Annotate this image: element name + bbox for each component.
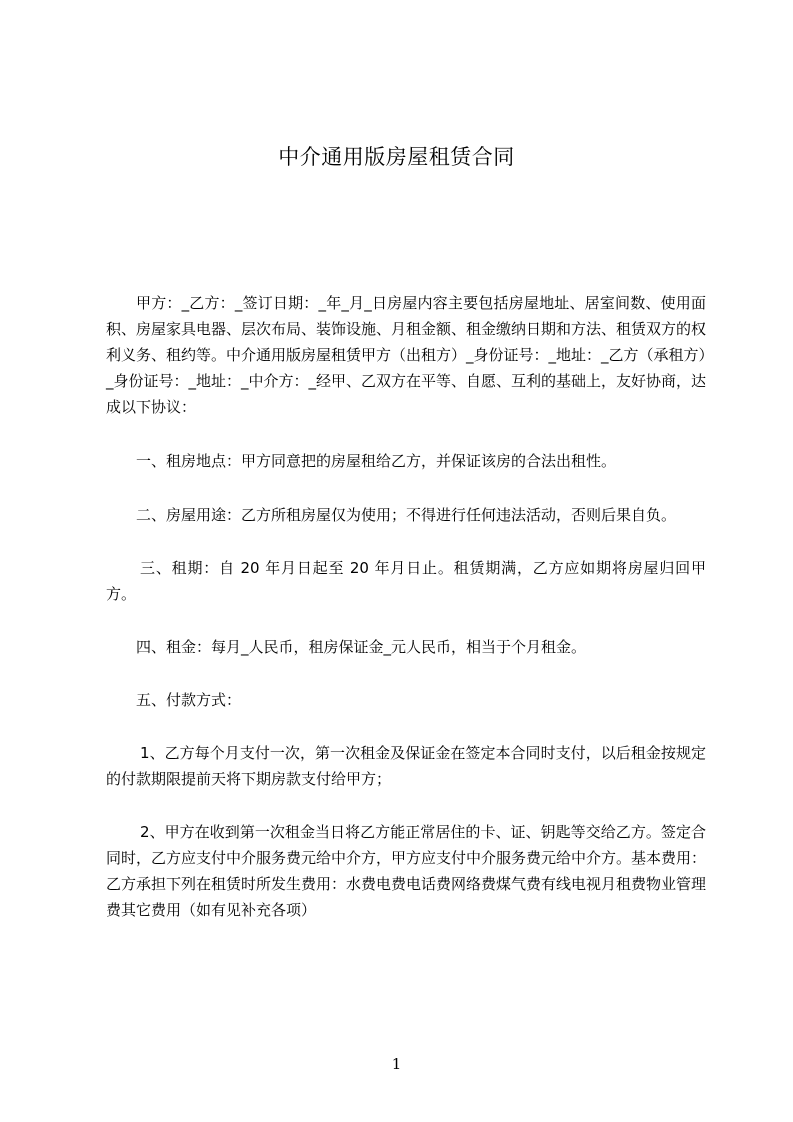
clause-5-2-paragraph: 2、甲方在收到第一次租金当日将乙方能正常居住的卡、证、钥匙等交给乙方。签定合同时，乙方应支付中介服务费元给中介方，甲方应支付中介服务费元给中介方。基本费用：乙方承担下列在租赁时所发生费用：水费电费电话费网络费煤气费有线电视月租费物业管理费其它费用（如有见补充各项） — [106, 823, 707, 919]
clause-2-paragraph: 二、房屋用途：乙方所租房屋仅为使用；不得进行任何违法活动，否则后果自负。 — [136, 506, 677, 524]
clause-4-paragraph: 四、租金：每月_人民币，租房保证金_元人民币，相当于个月租金。 — [136, 638, 587, 656]
document-title: 中介通用版房屋租赁合同 — [278, 145, 515, 169]
clause-1-paragraph: 一、租房地点：甲方同意把的房屋租给乙方，并保证该房的合法出租性。 — [136, 452, 617, 470]
clause-3-paragraph: 三、租期：自 20 年月日起至 20 年月日止。租赁期满，乙方应如期将房屋归回甲方。 — [106, 559, 706, 603]
intro-paragraph: 甲方：_乙方：_签订日期：_年_月_日房屋内容主要包括房屋地址、居室间数、使用面积、房屋家具电器、层次布局、装饰设施、月租金额、租金缴纳日期和方法、租赁双方的权利义务、租约等。中介通用版房屋租赁甲方（出租方）_身份证号：_地址：_乙方（承租方）_身份证号：_地址：_中介方：_经甲、乙双方在平等、自愿、互利的基础上，友好协商，达成以下协议： — [106, 294, 707, 416]
page-number: 1 — [391, 1055, 402, 1073]
clause-5-heading: 五、付款方式： — [136, 691, 242, 709]
clause-5-1-paragraph: 1、乙方每个月支付一次，第一次租金及保证金在签定本合同时支付，以后租金按规定的付款期限提前天将下期房款支付给甲方； — [106, 744, 706, 788]
